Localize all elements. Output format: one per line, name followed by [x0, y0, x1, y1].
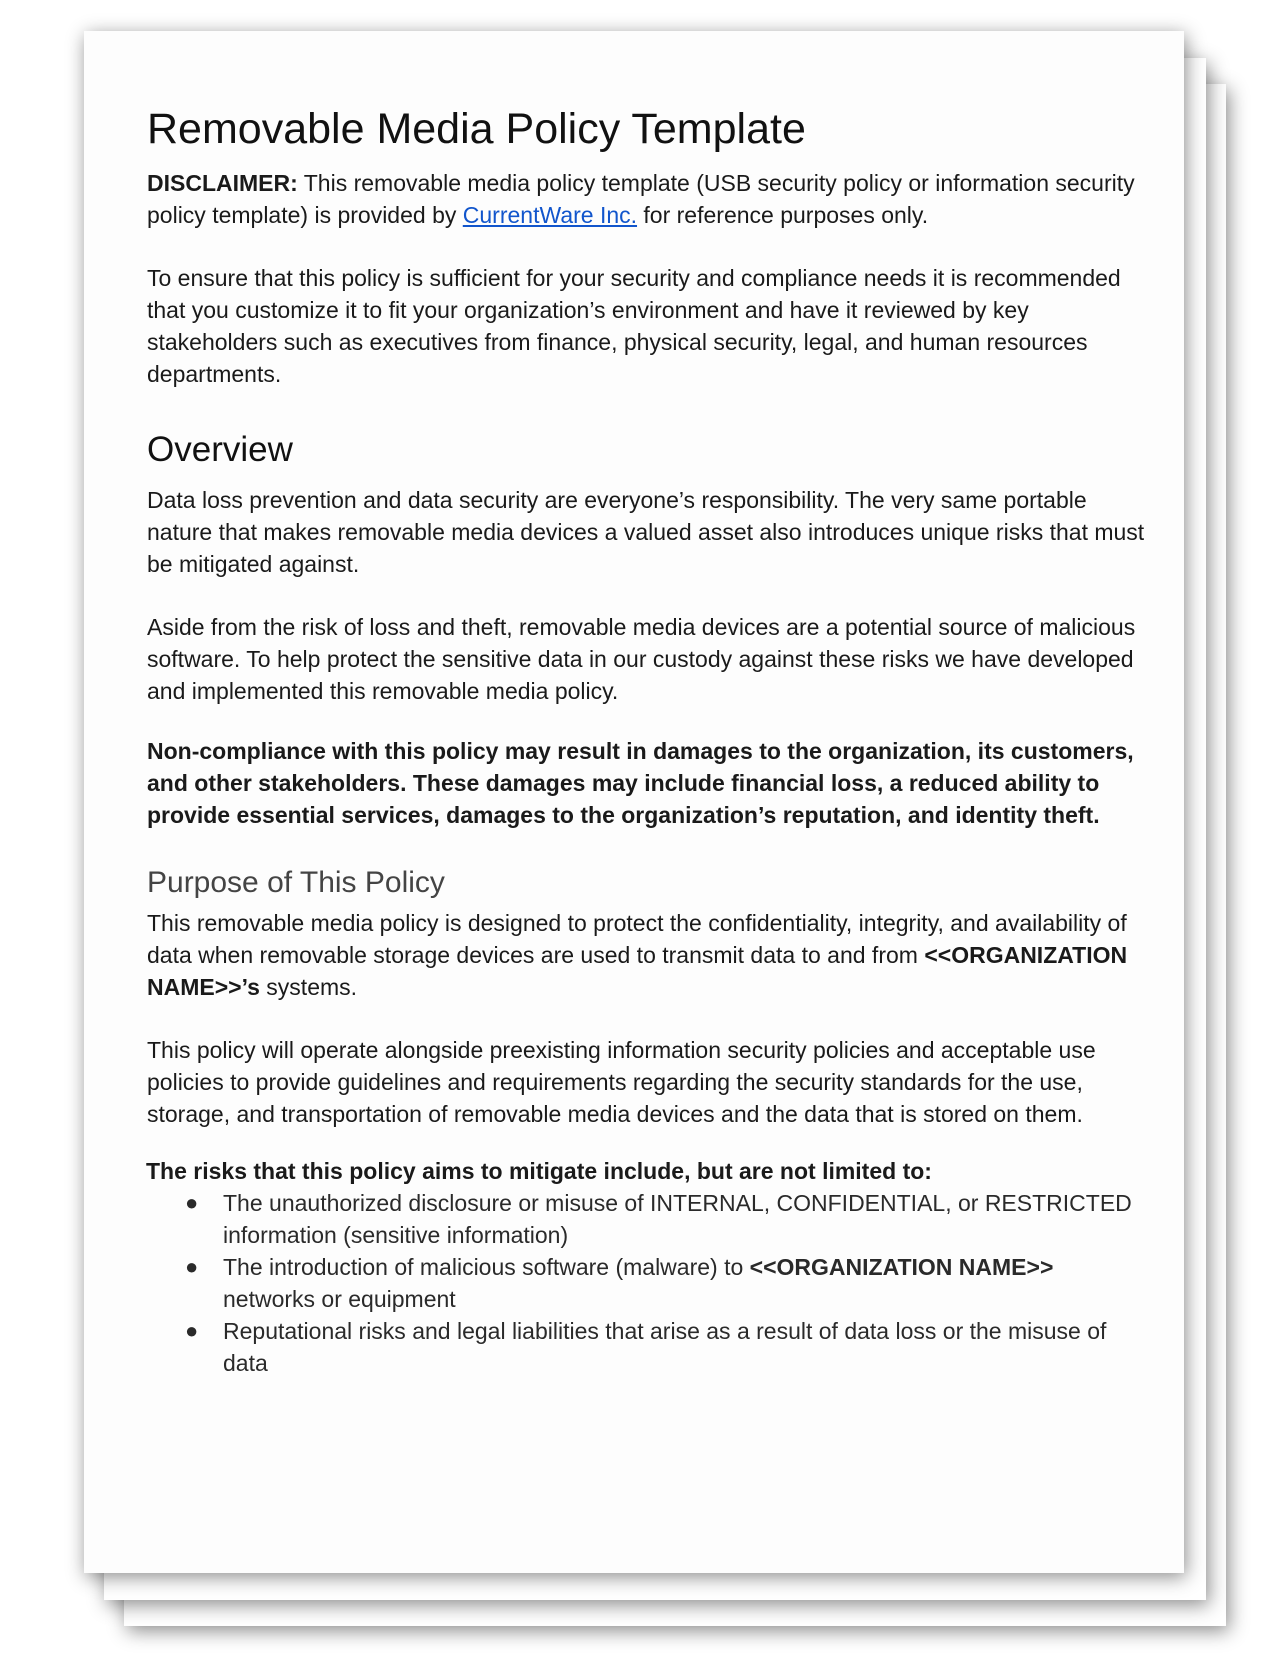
purpose-text-end: systems.	[259, 974, 358, 1000]
list-item	[147, 1251, 1147, 1315]
intro-paragraph: To ensure that this policy is sufficient for your security and compliance needs it is recommended that you customize it to fit your organization’s environment and have it reviewed by key stakeholders such as executives from finance, physical security, legal, and human resources departments.	[147, 265, 1121, 387]
disclaimer-text: This removable media policy template (USB security policy or information security policy template) is provided by	[147, 170, 1135, 228]
risk-text-end: networks or equipment	[223, 1286, 456, 1312]
document-page	[84, 31, 1184, 1573]
risks-list	[147, 1187, 1147, 1379]
bullet-icon: ●	[185, 1254, 199, 1279]
purpose-text: This removable media policy is designed to protect the confidentiality, integrity, and availability of data when removable storage devices are used to transmit data to and from	[147, 910, 1127, 968]
list-item	[147, 1187, 1147, 1251]
purpose-paragraph-2: This policy will operate alongside preexisting information security policies and acceptable use policies to provide guidelines and requirements regarding the security standards for the use, storage, and transportation of removable media devices and the data that is stored on them.	[147, 1037, 1096, 1127]
disclaimer-paragraph	[147, 167, 1147, 231]
overview-paragraph-2: Aside from the risk of loss and theft, removable media devices are a potential source of malicious software. To help protect the sensitive data in our custody against these risks we have developed and implemented this removable media policy.	[147, 614, 1136, 704]
risk-text: Reputational risks and legal liabilities that arise as a result of data loss or the misuse of data	[223, 1318, 1107, 1376]
bullet-icon: ●	[185, 1190, 199, 1215]
bullet-icon: ●	[185, 1318, 199, 1343]
purpose-heading: Purpose of This Policy	[147, 866, 445, 899]
risk-text: The unauthorized disclosure or misuse of INTERNAL, CONFIDENTIAL, or RESTRICTED information (sensitive information)	[223, 1190, 1132, 1248]
currentware-link[interactable]: CurrentWare Inc.	[462, 202, 638, 228]
document-title: Removable Media Policy Template	[147, 105, 806, 153]
disclaimer-label: DISCLAIMER:	[147, 170, 298, 196]
organization-name-placeholder: <<ORGANIZATION NAME>>	[749, 1254, 1054, 1280]
organization-name-placeholder: <<ORGANIZATION NAME>>’s	[147, 942, 1128, 1000]
risks-intro: The risks that this policy aims to mitigate include, but are not limited to:	[146, 1158, 932, 1184]
disclaimer-text-end: for reference purposes only.	[637, 202, 929, 228]
overview-heading: Overview	[147, 430, 293, 469]
document-content	[147, 103, 1147, 1379]
non-compliance-warning: Non-compliance with this policy may result in damages to the organization, its customers, and other stakeholders. These damages may include financial loss, a reduced ability to provide essential services, damages to the organization’s reputation, and identity theft.	[147, 738, 1134, 828]
purpose-paragraph-1	[147, 907, 1147, 1003]
list-item	[147, 1315, 1147, 1379]
risk-text: The introduction of malicious software (malware) to	[223, 1254, 750, 1280]
overview-paragraph-1: Data loss prevention and data security are everyone’s responsibility. The very same portable nature that makes removable media devices a valued asset also introduces unique risks that must be mitigated against.	[147, 487, 1145, 577]
